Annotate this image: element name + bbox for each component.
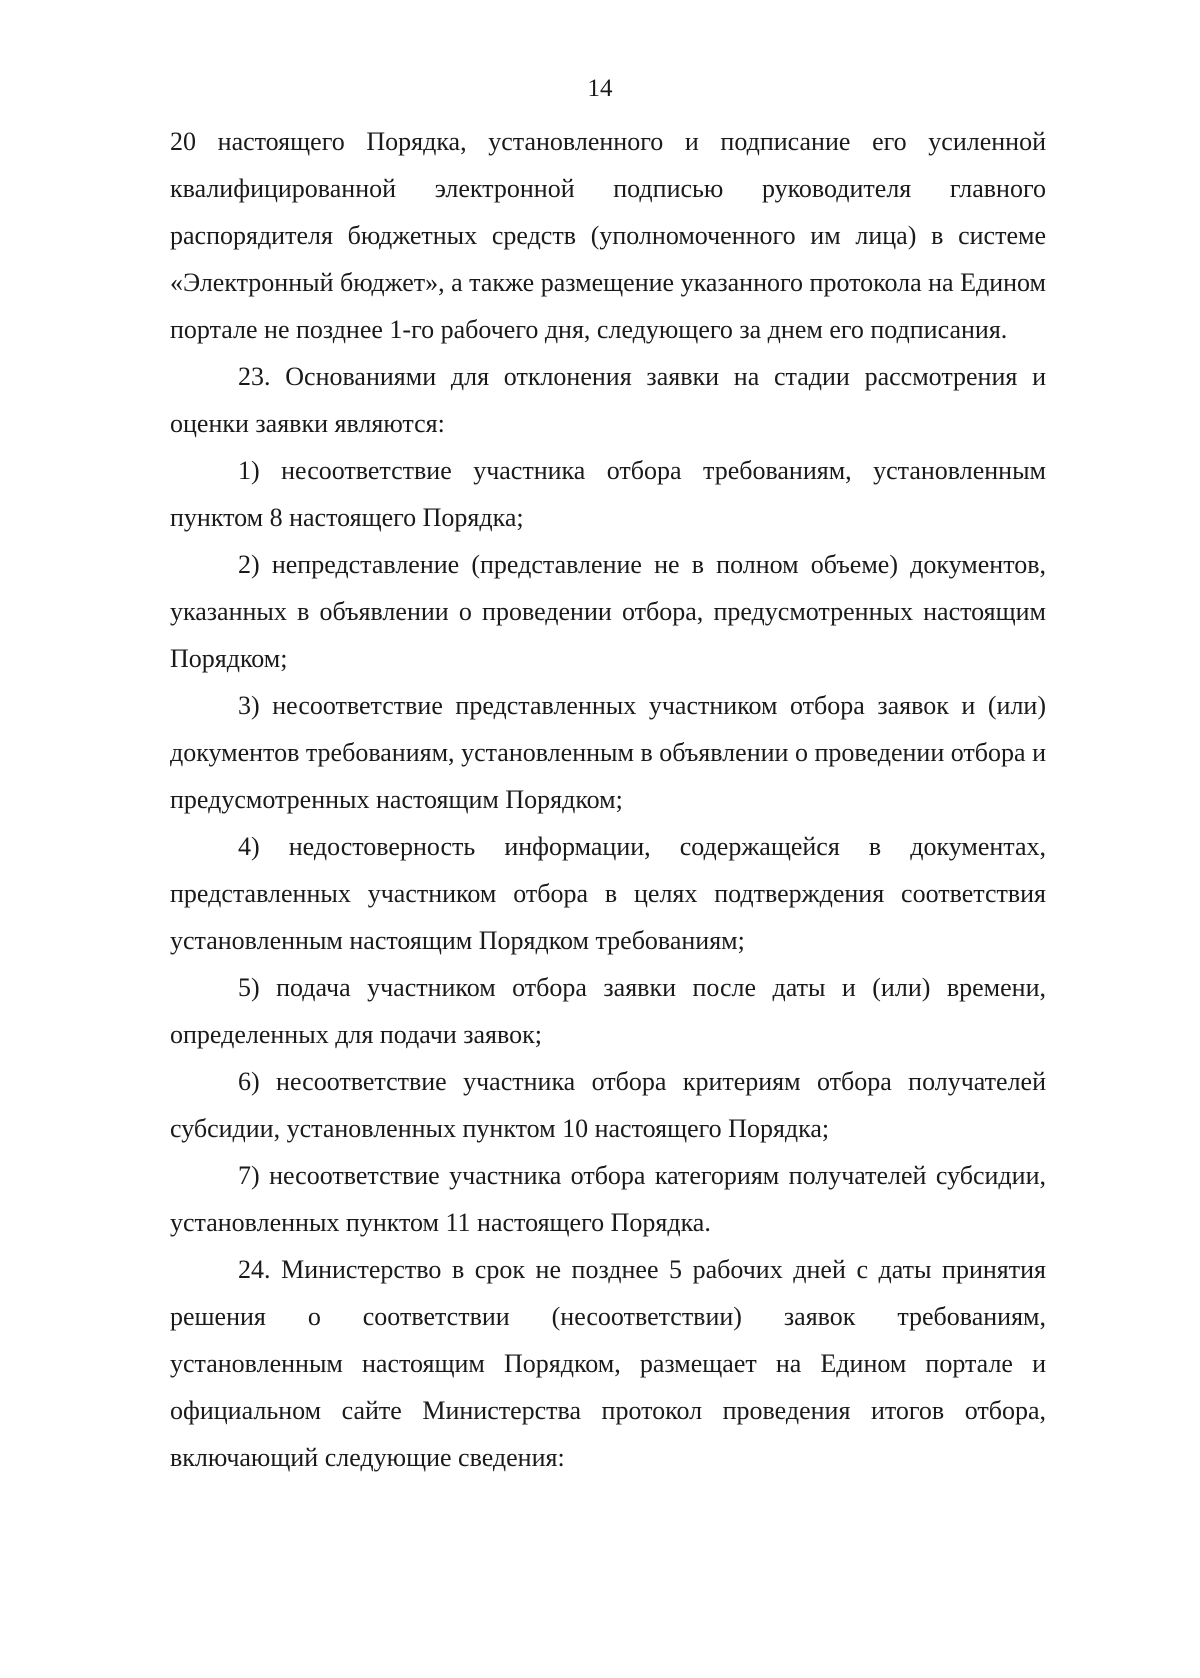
list-item-6: 6) несоответствие участника отбора критериям отбора получателей субсидии, установленных пунктом 10 настоящего Порядка; xyxy=(170,1067,1046,1143)
paragraph-item-23: 23. Основаниями для отклонения заявки на стадии рассмотрения и оценки заявки являются: xyxy=(170,362,1046,438)
page-number: 14 xyxy=(587,75,613,102)
list-item-4: 4) недостоверность информации, содержащейся в документах, представленных участником отбора в целях подтверждения соответствия установленным настоящим Порядком требованиям; xyxy=(170,832,1046,955)
list-item-2: 2) непредставление (представление не в полном объеме) документов, указанных в объявлении о проведении отбора, предусмотренных настоящим Порядком; xyxy=(170,550,1046,673)
paragraph-item-24: 24. Министерство в срок не позднее 5 рабочих дней с даты принятия решения о соответствии (несоответствии) заявок требованиям, установленным настоящим Порядком, размещает на Едином портале и официальном сайте Министерства протокол проведения итогов отбора, включающий следующие сведения: xyxy=(170,1255,1046,1472)
list-item-1: 1) несоответствие участника отбора требованиям, установленным пунктом 8 настоящего Порядка; xyxy=(170,456,1046,532)
list-item-5: 5) подача участником отбора заявки после даты и (или) времени, определенных для подачи заявок; xyxy=(170,973,1046,1049)
paragraph-continuation: 20 настоящего Порядка, установленного и подписание его усиленной квалифицированной электронной подписью руководителя главного распорядителя бюджетных средств (уполномоченного им лица) в системе «Электронный бюджет», а также размещение указанного протокола на Едином портале не позднее 1-го рабочего дня, следующего за днем его подписания. xyxy=(170,127,1046,344)
list-item-3: 3) несоответствие представленных участником отбора заявок и (или) документов требованиям, установленным в объявлении о проведении отбора и предусмотренных настоящим Порядком; xyxy=(170,691,1046,814)
list-item-7: 7) несоответствие участника отбора категориям получателей субсидии, установленных пунктом 11 настоящего Порядка. xyxy=(170,1161,1046,1237)
document-body xyxy=(170,118,1046,1481)
